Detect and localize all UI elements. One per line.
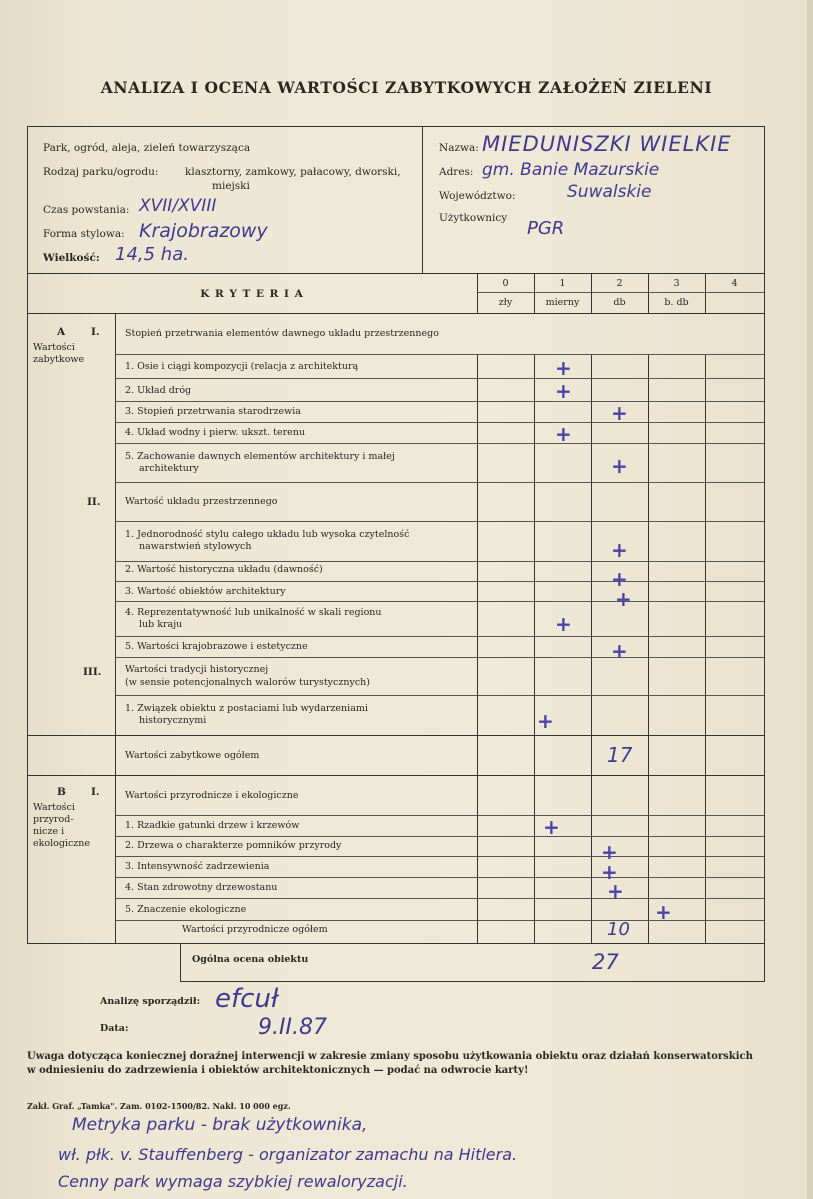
section-a-group3-roman: III. — [83, 666, 102, 678]
czas-value: XVII/XVIII — [139, 196, 217, 216]
criterion-a1-2: 2. Układ dróg — [125, 385, 192, 396]
form-table — [27, 126, 764, 981]
forma-value: Krajobrazowy — [139, 220, 268, 242]
kryteria-label: K R Y T E R I A — [200, 288, 304, 300]
group-a1-title: Stopień przetrwania elementów dawnego układu przestrzennego — [125, 328, 439, 339]
criterion-b1-1: 1. Rzadkie gatunki drzew i krzewów — [125, 820, 300, 831]
rodzaj-options: klasztorny, zamkowy, pałacowy, dworski, — [185, 166, 401, 178]
section-b-name-4: ekologiczne — [33, 838, 91, 849]
criterion-b1-4: 4. Stan zdrowotny drzewostanu — [125, 882, 278, 893]
column-0-label: zły — [498, 297, 513, 308]
criterion-b1-3: 3. Intensywność zadrzewienia — [125, 861, 270, 872]
section-b-name-3: nicze i — [33, 826, 65, 837]
prepared-by-label: Analizę sporządził: — [100, 996, 201, 1007]
criterion-b1-5: 5. Znaczenie ekologiczne — [125, 904, 247, 915]
park-type-label: Park, ogród, aleja, zieleń towarzysząca — [43, 142, 251, 154]
score-mark-a2-2: + — [611, 567, 628, 591]
score-mark-a1-4: + — [555, 422, 572, 446]
score-mark-b1-2: + — [601, 840, 618, 864]
total-a-value: 17 — [607, 743, 633, 767]
adres-value: gm. Banie Mazurskie — [482, 160, 660, 180]
total-b-label: Wartości przyrodnicze ogółem — [182, 924, 328, 935]
forma-label: Forma stylowa: — [43, 228, 125, 240]
uzytkownicy-label: Użytkownicy — [439, 212, 508, 224]
nazwa-value: MIEDUNISZKI WIELKIE — [482, 132, 732, 156]
criterion-a2-5: 5. Wartości krajobrazowe i estetyczne — [125, 641, 308, 652]
column-0-number: 0 — [502, 278, 509, 289]
wielkosc-label: Wielkość: — [43, 252, 100, 264]
section-a-name-2: zabytkowe — [33, 354, 85, 365]
wojewodztwo-label: Województwo: — [439, 190, 516, 202]
section-a-name-1: Wartości — [33, 342, 75, 353]
score-mark-b1-3: + — [601, 860, 618, 884]
section-a-letter: A — [57, 326, 66, 338]
column-3-label: b. db — [664, 297, 689, 308]
adres-label: Adres: — [439, 166, 474, 178]
score-mark-a2-3: + — [615, 587, 632, 611]
criterion-a1-1: 1. Osie i ciągi kompozycji (relacja z architekturą — [125, 361, 359, 372]
criterion-b1-2: 2. Drzewa o charakterze pomników przyrody — [125, 840, 342, 851]
nazwa-label: Nazwa: — [439, 142, 479, 154]
score-mark-a1-1: + — [555, 356, 572, 380]
section-b-letter: B — [57, 786, 66, 798]
criterion-a1-4: 4. Układ wodny i pierw. ukszt. terenu — [125, 427, 305, 438]
score-mark-a1-3: + — [611, 401, 628, 425]
document-title: ANALIZA I OCENA WARTOŚCI ZABYTKOWYCH ZAŁOŻEŃ ZIELENI — [100, 78, 713, 97]
column-2-number: 2 — [616, 278, 623, 289]
section-b-name-1: Wartości — [33, 802, 75, 813]
criterion-a2-4: 4. Reprezentatywność lub unikalność w skali regionu — [125, 607, 382, 618]
column-2-label: db — [613, 297, 626, 308]
column-1-label: mierny — [545, 297, 580, 308]
uzytkownicy-value: PGR — [527, 218, 565, 239]
criterion-a2-3: 3. Wartość obiektów architektury — [125, 586, 286, 597]
wielkosc-value: 14,5 ha. — [115, 244, 189, 265]
score-mark-b1-1: + — [543, 815, 560, 839]
total-a-label: Wartości zabytkowe ogółem — [125, 750, 260, 761]
group-a2-title: Wartość układu przestrzennego — [125, 496, 278, 507]
score-mark-a1-5: + — [611, 454, 628, 478]
overall-label: Ogólna ocena obiektu — [192, 954, 309, 965]
handwritten-note-1: Metryka parku - brak użytkownika, — [72, 1115, 368, 1135]
score-mark-b1-5: + — [655, 900, 672, 924]
column-4-number: 4 — [731, 278, 738, 289]
overall-value: 27 — [592, 950, 619, 974]
handwritten-note-3: Cenny park wymaga szybkiej rewaloryzacji. — [58, 1172, 408, 1191]
criterion-a2-1-line2: nawarstwień stylowych — [139, 541, 252, 552]
criterion-a1-5-line2: architektury — [139, 463, 199, 474]
group-a3-title-1: Wartości tradycji historycznej — [125, 664, 269, 675]
score-mark-a3-1: + — [537, 709, 554, 733]
czas-label: Czas powstania: — [43, 204, 130, 216]
criterion-a2-2: 2. Wartość historyczna układu (dawność) — [125, 564, 323, 575]
wojewodztwo-value: Suwalskie — [567, 182, 652, 202]
score-mark-a1-2: + — [555, 379, 572, 403]
section-a-group2-roman: II. — [87, 496, 101, 508]
rodzaj-label: Rodzaj parku/ogrodu: — [43, 166, 159, 178]
criterion-a1-3: 3. Stopień przetrwania starodrzewia — [125, 406, 301, 417]
handwritten-note-2: wł. płk. v. Stauffenberg - organizator zamachu na Hitlera. — [58, 1145, 518, 1164]
date-label: Data: — [100, 1023, 129, 1034]
total-b-value: 10 — [607, 919, 630, 940]
notice-line-1: Uwaga dotycząca koniecznej doraźnej interwencji w zakresie zmiany sposobu użytkowania obiektu oraz działań konserwatorskich — [27, 1051, 753, 1062]
criterion-a1-5: 5. Zachowanie dawnych elementów architektury i małej — [125, 451, 395, 462]
score-mark-b1-4: + — [607, 879, 624, 903]
rodzaj-options-2: miejski — [212, 180, 250, 192]
criterion-a3-1: 1. Związek obiektu z postaciami lub wydarzeniami — [125, 703, 368, 714]
signature: efcuł — [215, 984, 279, 1014]
criterion-a2-4-line2: lub kraju — [139, 619, 183, 630]
criterion-a3-1-line2: historycznymi — [139, 715, 207, 726]
date-value: 9.II.87 — [258, 1015, 327, 1040]
score-mark-a2-1: + — [611, 538, 628, 562]
section-b-name-2: przyrod- — [33, 814, 74, 825]
section-a-roman: I. — [91, 326, 100, 338]
notice-line-2: w odniesieniu do zadrzewienia i obiektów architektonicznych — podać na odwrocie karty! — [27, 1065, 529, 1076]
printer-info: Zakł. Graf. „Tamka". Zam. 0102-1500/82. Nakł. 10 000 egz. — [27, 1101, 291, 1111]
score-mark-a2-4: + — [555, 612, 572, 636]
column-1-number: 1 — [559, 278, 566, 289]
criterion-a2-1: 1. Jednorodność stylu całego układu lub wysoka czytelność — [125, 529, 410, 540]
page-edge — [807, 0, 813, 1199]
section-b-roman: I. — [91, 786, 100, 798]
score-mark-a2-5: + — [611, 639, 628, 663]
group-b1-title: Wartości przyrodnicze i ekologiczne — [125, 790, 299, 801]
column-3-number: 3 — [673, 278, 680, 289]
group-a3-title-2: (w sensie potencjonalnych walorów turystycznych) — [125, 677, 370, 688]
